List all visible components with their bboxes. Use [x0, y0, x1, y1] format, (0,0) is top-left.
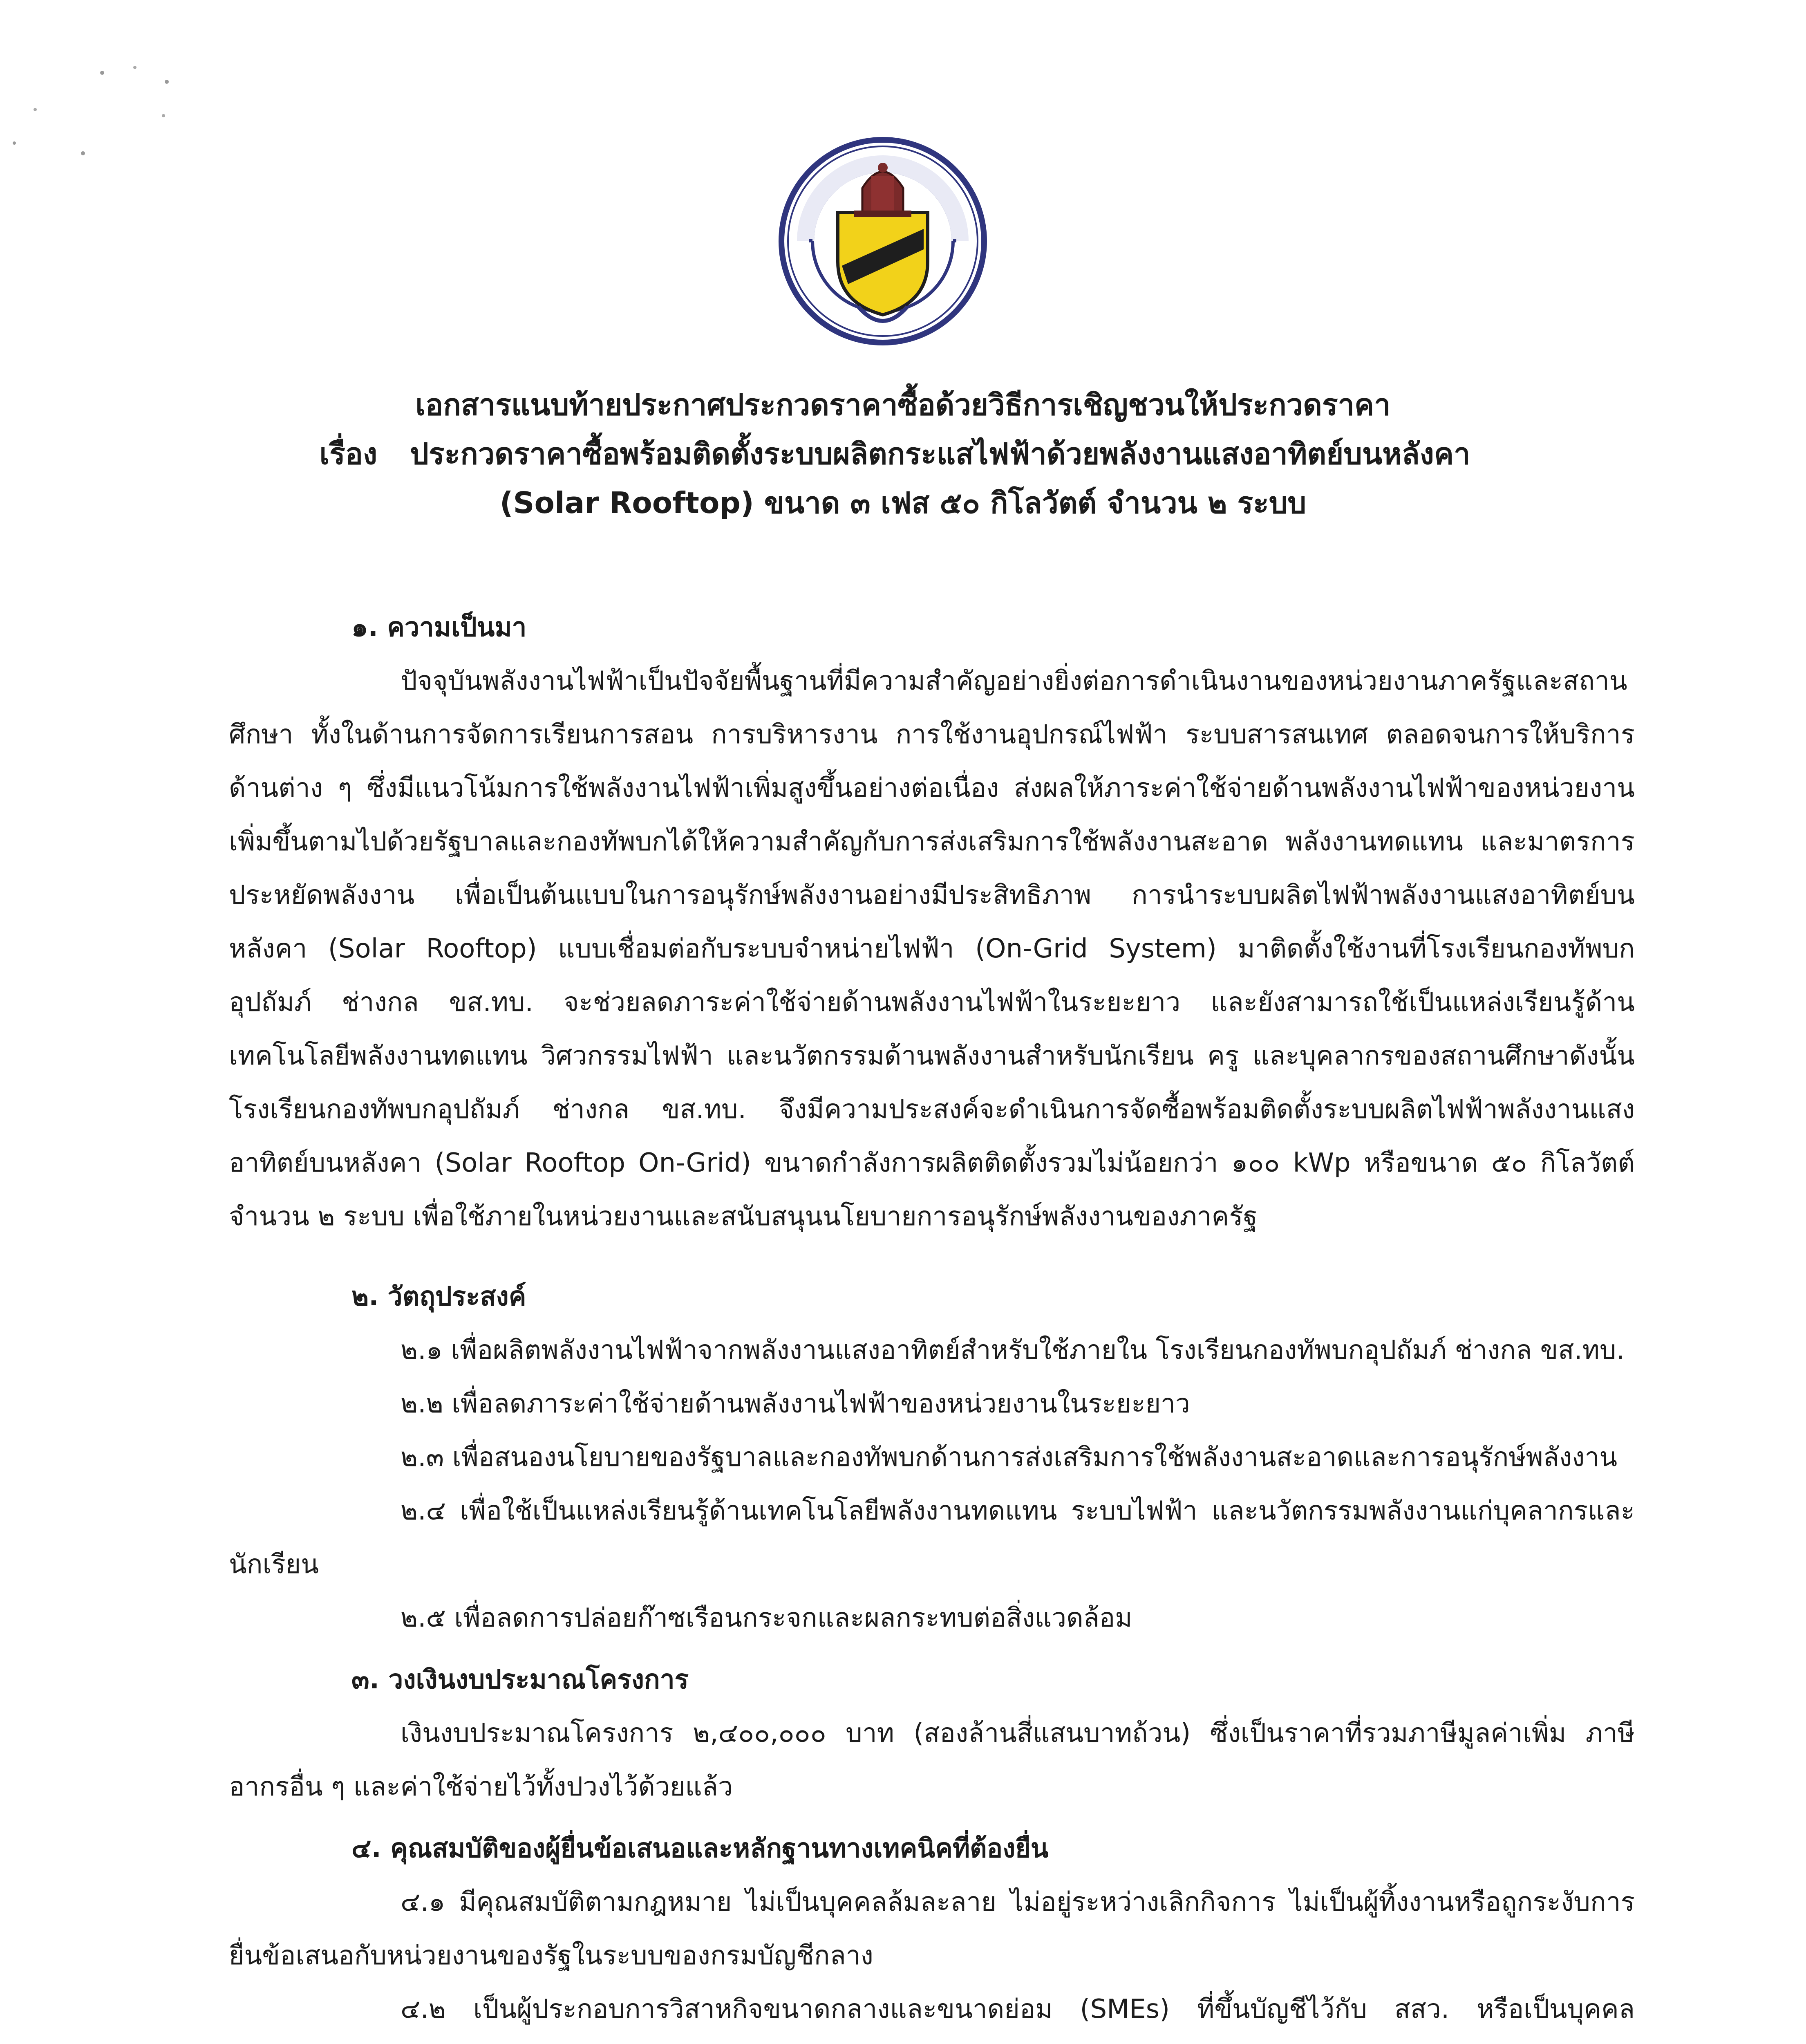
scan-specks	[0, 0, 204, 204]
title-line-1: เอกสารแนบท้ายประกาศประกวดราคาซื้อด้วยวิธีการเชิญชวนให้ประกวดราคา	[415, 388, 1391, 422]
section-2-heading: ๒. วัตถุประสงค์	[351, 1282, 526, 1312]
objective-item: ๒.๒ เพื่อลดภาระค่าใช้จ่ายด้านพลังงานไฟฟ้าของหน่วยงานในระยะยาว	[401, 1389, 1190, 1419]
objective-item: ๒.๔ เพื่อใช้เป็นแหล่งเรียนรู้ด้านเทคโนโลยีพลังงานทดแทน ระบบไฟฟ้า และนวัตกรรมพลังงานแก่บุคลากรและนักเรียน	[229, 1496, 1635, 1580]
document-body	[229, 601, 1635, 2044]
section-3-heading: ๓. วงเงินงบประมาณโครงการ	[351, 1665, 689, 1695]
section-3-paragraph: เงินงบประมาณโครงการ ๒,๔๐๐,๐๐๐ บาท (สองล้านสี่แสนบาทถ้วน) ซึ่งเป็นราคาที่รวมภาษีมูลค่าเพิ่ม ภาษีอากรอื่น ๆ และค่าใช้จ่ายไว้ทั้งปวงไว้ด้วยแล้ว	[229, 1718, 1635, 1802]
qualification-item: ๔.๑ มีคุณสมบัติตามกฎหมาย ไม่เป็นบุคคลล้มละลาย ไม่อยู่ระหว่างเลิกกิจการ ไม่เป็นผู้ทิ้งงานหรือถูกระงับการยื่นข้อเสนอกับหน่วยงานของรัฐในระบบของกรมบัญชีกลาง	[229, 1887, 1635, 1971]
title-subject-label: เรื่อง	[319, 437, 378, 471]
title-line-3: (Solar Rooftop) ขนาด ๓ เฟส ๕๐ กิโลวัตต์ จำนวน ๒ ระบบ	[499, 486, 1307, 520]
objective-item: ๒.๕ เพื่อลดการปล่อยก๊าซเรือนกระจกและผลกระทบต่อสิ่งแวดล้อม	[401, 1603, 1132, 1633]
title-subject: ประกวดราคาซื้อพร้อมติดตั้งระบบผลิตกระแสไฟฟ้าด้วยพลังงานแสงอาทิตย์บนหลังคา	[410, 437, 1470, 471]
section-1-paragraph: ปัจจุบันพลังงานไฟฟ้าเป็นปัจจัยพื้นฐานที่มีความสำคัญอย่างยิ่งต่อการดำเนินงานของหน่วยงานภาครัฐและสถานศึกษา ทั้งในด้านการจัดการเรียนการสอน การบริหารงาน การใช้งานอุปกรณ์ไฟฟ้า ระบบสารสนเทศ ตลอดจนการให้บริการด้านต่าง ๆ ซึ่งมีแนวโน้มการใช้พลังงานไฟฟ้าเพิ่มสูงขึ้นอย่างต่อเนื่อง ส่งผลให้ภาระค่าใช้จ่ายด้านพลังงานไฟฟ้าของหน่วยงานเพิ่มขึ้นตามไปด้วยรัฐบาลและกองทัพบกได้ให้ความสำคัญกับการส่งเสริมการใช้พลังงานสะอาด พลังงานทดแทน และมาตรการประหยัดพลังงาน เพื่อเป็นต้นแบบในการอนุรักษ์พลังงานอย่างมีประสิทธิภาพ การนำระบบผลิตไฟฟ้าพลังงานแสงอาทิตย์บนหลังคา (Solar Rooftop) แบบเชื่อมต่อกับระบบจำหน่ายไฟฟ้า (On-Grid System) มาติดตั้งใช้งานที่โรงเรียนกองทัพบกอุปถัมภ์ ช่างกล ขส.ทบ. จะช่วยลดภาระค่าใช้จ่ายด้านพลังงานไฟฟ้าในระยะยาว และยังสามารถใช้เป็นแหล่งเรียนรู้ด้านเทคโนโลยีพลังงานทดแทน วิศวกรรมไฟฟ้า และนวัตกรรมด้านพลังงานสำหรับนักเรียน ครู และบุคลากรของสถานศึกษาดังนั้น โรงเรียนกองทัพบกอุปถัมภ์ ช่างกล ขส.ทบ. จึงมีความประสงค์จะดำเนินการจัดซื้อพร้อมติดตั้งระบบผลิตไฟฟ้าพลังงานแสงอาทิตย์บนหลังคา (Solar Rooftop On-Grid) ขนาดกำลังการผลิตติดตั้งรวมไม่น้อยกว่า ๑๐๐ kWp หรือขนาด ๕๐ กิโลวัตต์ จำนวน ๒ ระบบ เพื่อใช้ภายในหน่วยงานและสนับสนุนนโยบายการอนุรักษ์พลังงานของภาครัฐ	[229, 666, 1635, 1232]
title-line-2	[0, 429, 1806, 478]
objective-item: ๒.๓ เพื่อสนองนโยบายของรัฐบาลและกองทัพบกด้านการส่งเสริมการใช้พลังงานสะอาดและการอนุรักษ์พลังงาน	[401, 1442, 1618, 1472]
document-title	[0, 380, 1806, 527]
section-4-heading: ๔. คุณสมบัติของผู้ยื่นข้อเสนอและหลักฐานทางเทคนิคที่ต้องยื่น	[351, 1833, 1049, 1864]
qualification-item: ๔.๒ เป็นผู้ประกอบการวิสาหกิจขนาดกลางและขนาดย่อม (SMEs) ที่ขึ้นบัญชีไว้กับ สสว. หรือเป็นบุคคล	[401, 1994, 1635, 2024]
section-1-heading: ๑. ความเป็นมา	[351, 612, 527, 643]
objective-item: ๒.๑ เพื่อผลิตพลังงานไฟฟ้าจากพลังงานแสงอาทิตย์สำหรับใช้ภายใน โรงเรียนกองทัพบกอุปถัมภ์ ช่างกล ขส.ทบ.	[401, 1335, 1625, 1365]
emblem-icon	[777, 131, 989, 352]
school-emblem	[777, 131, 989, 352]
